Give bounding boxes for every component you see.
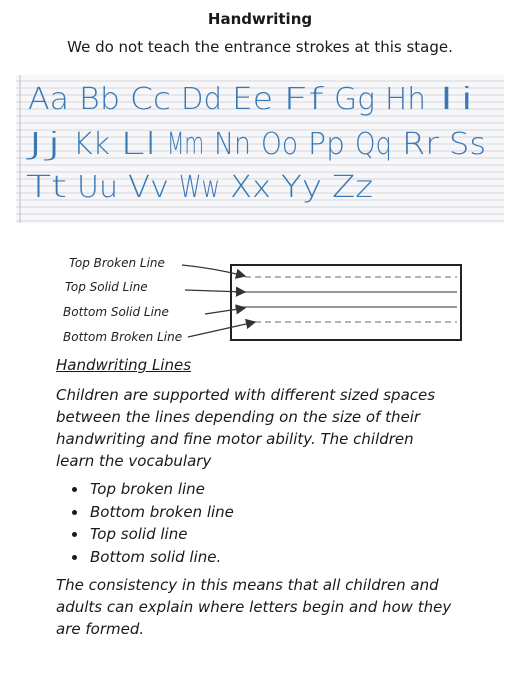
letter-pair: Vv [128,170,169,205]
letter-pair: Xx [230,170,271,205]
label-bottom-broken-line: Bottom Broken Line [63,330,183,344]
alphabet-sample-image [16,75,504,223]
letter-pair: Rr [402,127,440,162]
intro-paragraph: Children are supported with different sized spaces between the lines depending on the size of their handwriting and fine motor ability. The children learn the vocabulary [56,386,436,470]
letter-pair: Ff [283,82,325,117]
list-item: • Top broken line [88,478,234,501]
letter-pair: Kk [73,127,110,162]
letter-pair: Ss [449,127,486,162]
vocabulary-list [56,478,234,568]
letter-pair: Pp [308,127,345,162]
letter-pair: Gg [334,82,375,117]
page-subtitle: We do not teach the entrance strokes at this stage. [67,38,453,56]
alphabet-letters [26,82,486,205]
list-item: • Bottom broken line [88,501,234,524]
alphabet-sample-svg [16,75,504,223]
label-top-solid-line: Top Solid Line [65,280,148,294]
letter-pair: Hh [385,82,426,117]
list-item: • Top solid line [88,523,234,546]
letter-pair: Qq [355,127,392,162]
letter-pair: Cc [130,82,171,117]
closing-paragraph: The consistency in this means that all children and adults can explain where letters begin and how they are formed. [56,576,452,638]
letter-pair: Oo [261,127,298,162]
lines-diagram-svg [55,248,475,348]
letter-pair: Yy [281,170,322,205]
lines-box [231,265,461,340]
letter-pair: Jj [26,127,63,162]
letter-pair: Uu [77,170,118,205]
label-bottom-solid-line: Bottom Solid Line [63,305,169,319]
page-title: Handwriting [207,10,313,28]
section-heading: Handwriting Lines [56,356,192,374]
letter-pair: Dd [181,82,222,117]
letter-pair: Nn [214,127,251,162]
letter-pair: Ee [232,82,273,117]
letter-pair: Bb [79,82,120,117]
handwriting-lines-diagram [55,248,475,348]
letter-pair: Zz [332,170,373,205]
letter-pair: Ww [179,170,220,205]
letter-pair: Ll [120,127,157,162]
list-item: • Bottom solid line. [88,546,234,569]
letter-pair: Ii [436,82,477,117]
letter-pair: Mm [167,127,204,162]
letter-pair: Aa [28,82,69,117]
label-top-broken-line: Top Broken Line [69,256,165,270]
letter-pair: Tt [26,170,67,205]
